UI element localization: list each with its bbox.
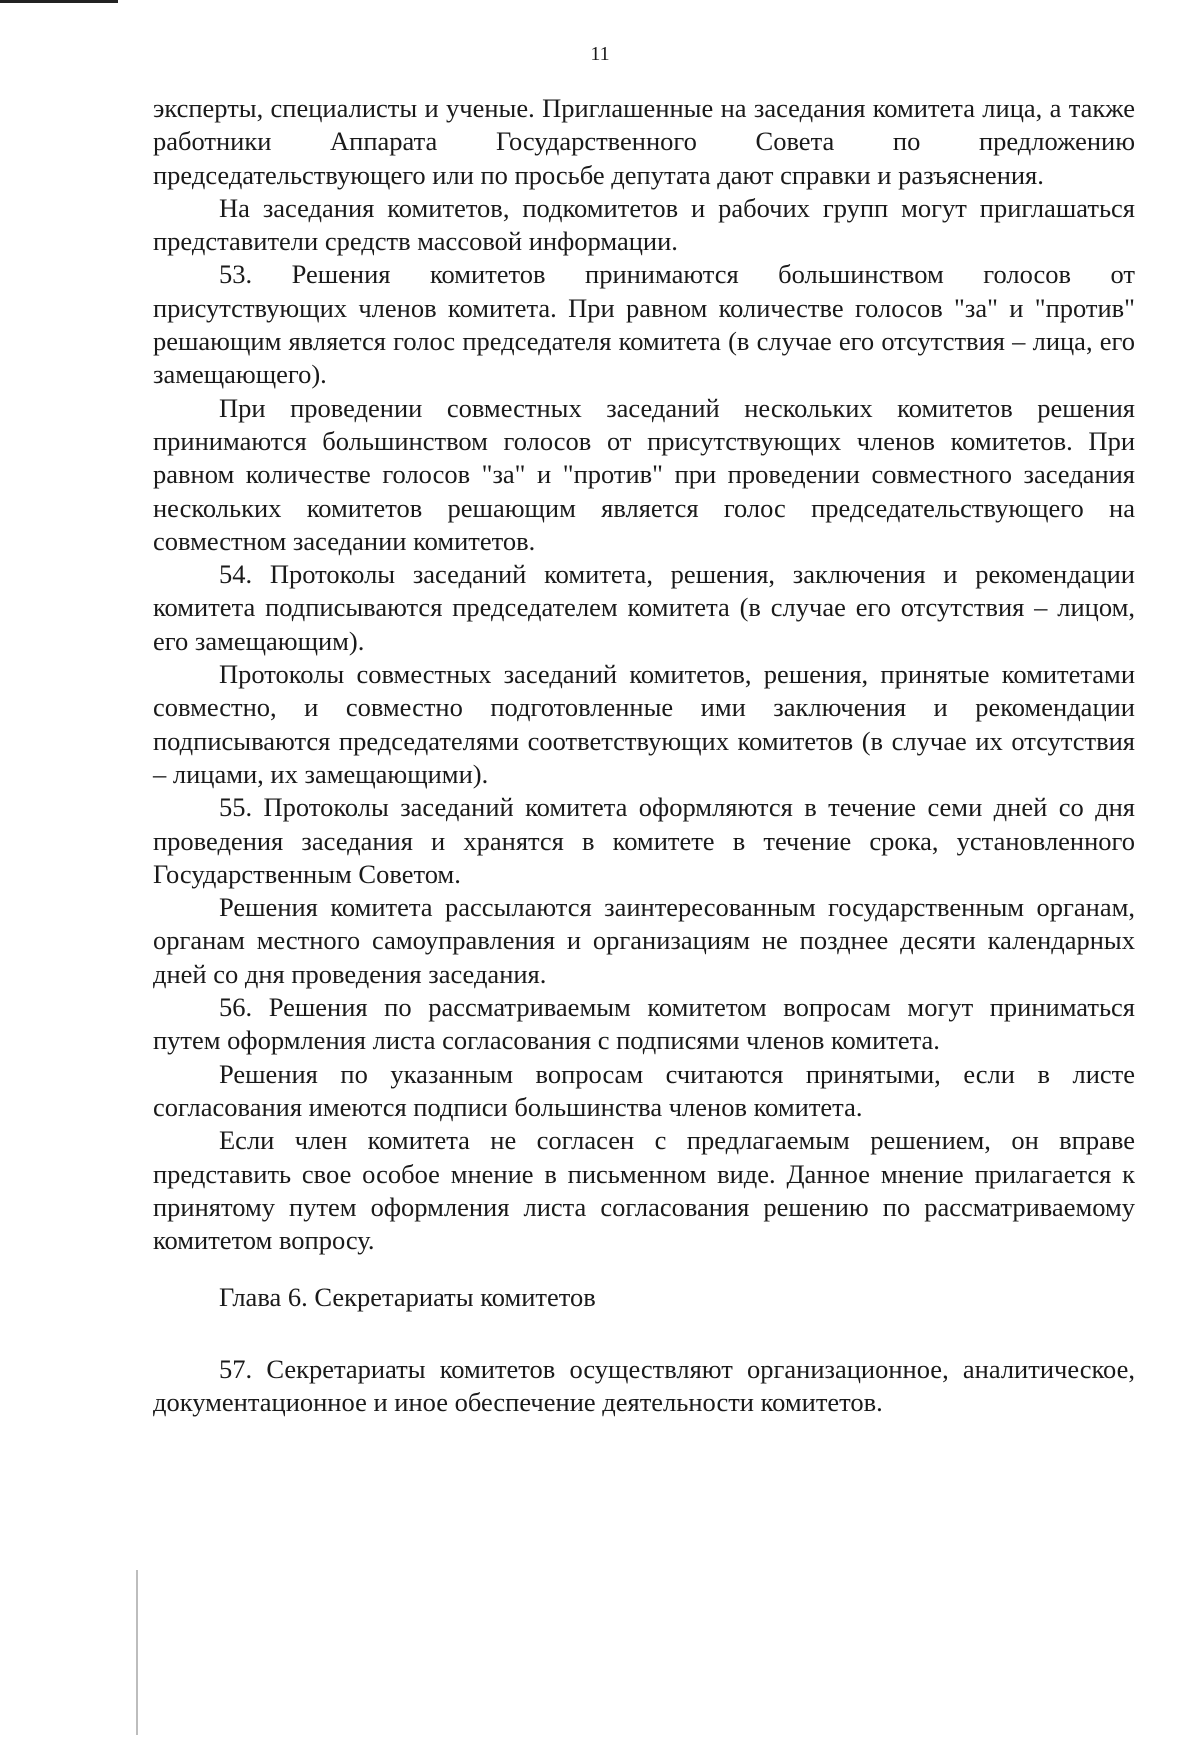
paragraph-clause-57: 57. Секретариаты комитетов осуществляют организационное, аналитическое, документационное и иное обеспечение деятельности комитетов. [153,1353,1135,1417]
scan-fold-line [136,1570,138,1735]
paragraph: Решения комитета рассылаются заинтересованным государственным органам, органам местного самоуправления и организациям не позднее десяти календарных дней со дня проведения заседания. [153,892,1135,989]
paragraph-continuation: эксперты, специалисты и ученые. Приглашенные на заседания комитета лица, а также работники Аппарата Государственного Совета по предложению председательствующего или по просьбе депутата дают справки и разъяснения. [153,93,1135,190]
paragraph: Протоколы совместных заседаний комитетов, решения, принятые комитетами совместно, и совместно подготовленные ими заключения и рекомендации подписываются председателями соответствующих комитетов (в случае их отсутствия – лицами, их замещающими). [153,659,1135,789]
paragraph-clause-55: 55. Протоколы заседаний комитета оформляются в течение семи дней со дня проведения заседания и хранятся в комитете в течение срока, установленного Государственным Советом. [153,792,1135,889]
paragraph: При проведении совместных заседаний нескольких комитетов решения принимаются большинством голосов от присутствующих членов комитетов. При равном количестве голосов "за" и "против" при проведении совместного заседания нескольких комитетов решающим является голос председательствующего на совместном заседании комитетов. [153,392,1135,556]
scan-edge-mark [0,0,118,3]
page-number: 11 [590,43,610,65]
chapter-heading: Глава 6. Секретариаты комитетов [219,1282,596,1313]
paragraph-clause-54: 54. Протоколы заседаний комитета, решения, заключения и рекомендации комитета подписываются председателем комитета (в случае его отсутствия – лицом, его замещающим). [153,559,1135,656]
paragraph: Решения по указанным вопросам считаются принятыми, если в листе согласования имеются подписи большинства членов комитета. [153,1058,1135,1122]
document-body [153,92,1135,1419]
paragraph: На заседания комитетов, подкомитетов и рабочих групп могут приглашаться представители средств массовой информации. [153,192,1135,257]
paragraph-clause-53: 53. Решения комитетов принимаются большинством голосов от присутствующих членов комитета. При равном количестве голосов "за" и "против" решающим является голос председателя комитета (в случае его отсутствия – лица, его замещающего). [153,259,1135,390]
paragraph-clause-56: 56. Решения по рассматриваемым комитетом вопросам могут приниматься путем оформления листа согласования с подписями членов комитета. [153,992,1135,1056]
paragraph: Если член комитета не согласен с предлагаемым решением, он вправе представить свое особое мнение в письменном виде. Данное мнение прилагается к принятому путем оформления листа согласования решению по рассматриваемому комитетом вопросу. [153,1125,1135,1256]
